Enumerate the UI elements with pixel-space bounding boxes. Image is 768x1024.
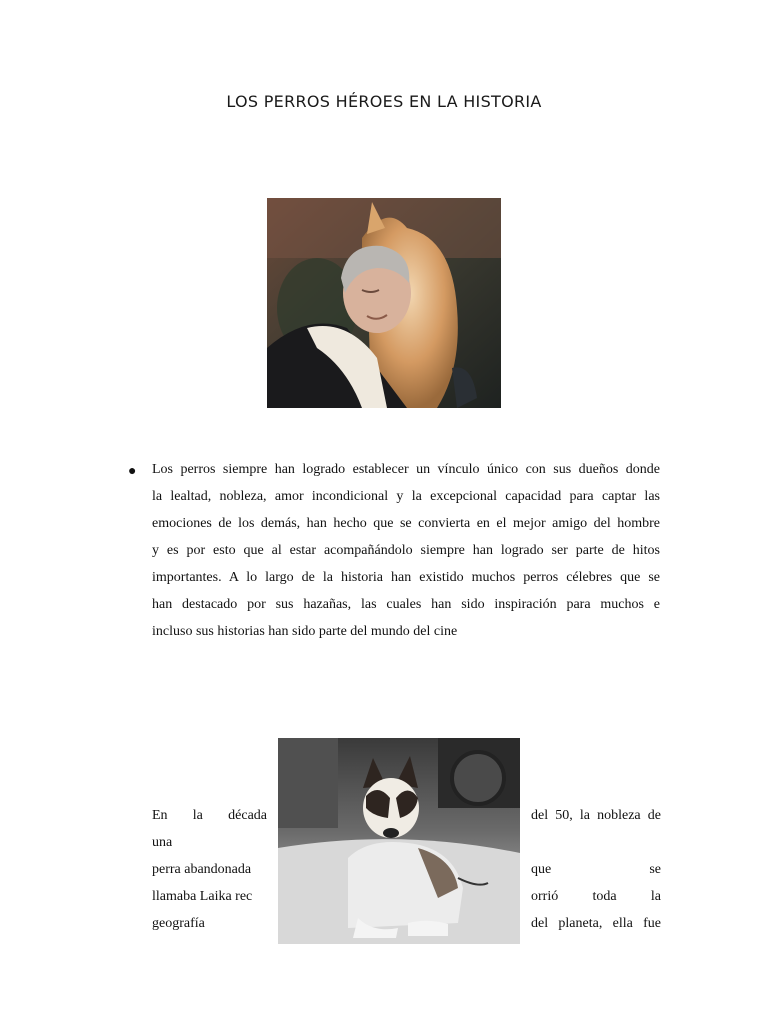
paragraph-line: incluso sus historias han sido parte del mundo del cine (152, 624, 458, 639)
wrap-line-right: orrió toda la (531, 889, 661, 904)
paragraph-line: y es por esto que al estar acompañándolo siempre han logrado ser parte de hitos (152, 543, 660, 558)
paragraph-line: la lealtad, nobleza, amor incondicional y la excepcional capacidad para captar las (152, 489, 660, 504)
paragraph-line: emociones de los demás, han hecho que se convierta en el mejor amigo del hombre (152, 516, 660, 531)
wrap-line-left: geografía (152, 916, 205, 931)
wrap-line-left: perra abandonada (152, 862, 252, 877)
intro-paragraph (152, 456, 660, 645)
wrap-line-left: llamaba Laika rec (152, 889, 253, 904)
wrap-line-right: que se (531, 862, 661, 877)
document-title: LOS PERROS HÉROES EN LA HISTORIA (226, 92, 542, 111)
paragraph-line: importantes. A lo largo de la historia han existido muchos perros célebres que se (152, 570, 660, 585)
wrapped-text-left (152, 802, 267, 937)
paragraph-line: han destacado por sus hazañas, las cuales han sido inspiración para muchos e (152, 597, 660, 612)
list-bullet: ● (128, 464, 137, 479)
wrap-line-right: del 50, la nobleza de (531, 808, 661, 823)
wrap-line-left: una (152, 835, 173, 850)
wrap-line-left: En la década (152, 808, 267, 823)
paragraph-line: Los perros siempre han logrado establecer un vínculo único con sus dueños donde (152, 462, 660, 477)
laika-dog-photo (278, 738, 520, 944)
wrap-line-right (531, 829, 661, 856)
man-hugging-dog-photo (267, 198, 501, 408)
wrapped-text-right (531, 802, 661, 937)
wrap-line-right: del planeta, ella fue (531, 916, 661, 931)
